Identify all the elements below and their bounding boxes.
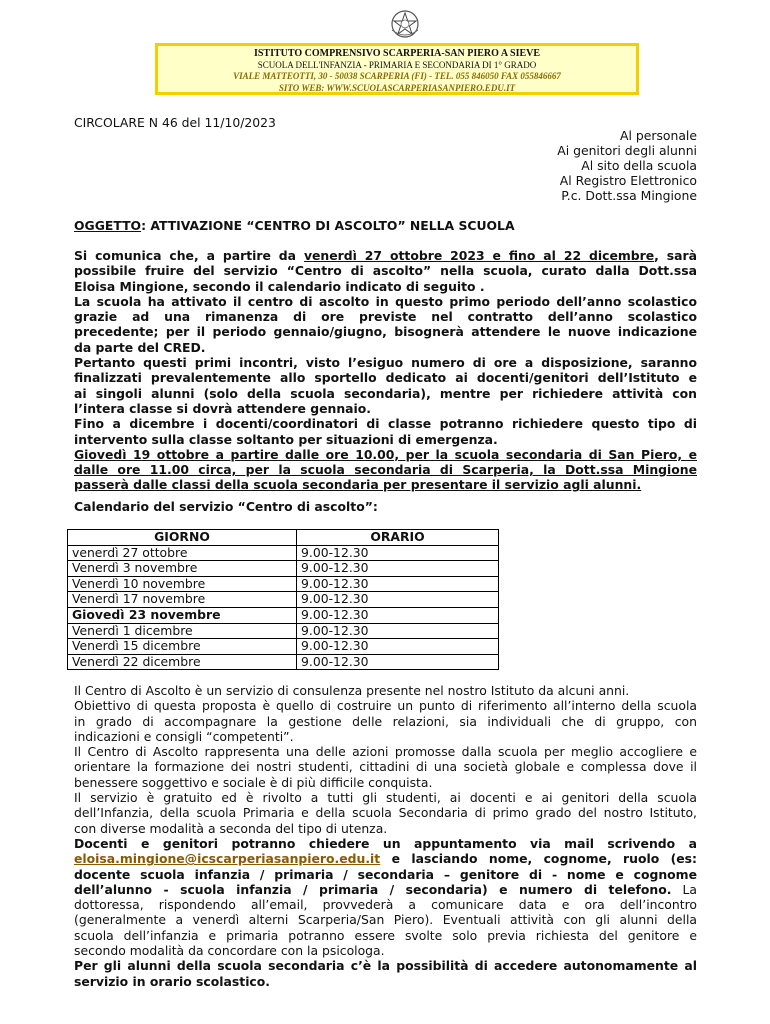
intro-text: Fino a dicembre i docenti/coordinatori di classe potranno richiedere questo tipo di: [74, 416, 697, 432]
table-row: [68, 654, 499, 670]
body-text: secondo modalità da concordare con la psicologa.: [74, 943, 385, 959]
email-link[interactable]: eloisa.mingione@icscarperiasanpiero.edu.it: [74, 851, 381, 867]
contact-instructions: dell’alunno - scuola infanzia / primaria / secondaria) e numero di telefono.: [74, 881, 672, 897]
day-cell: Venerdì 10 novembre: [68, 576, 297, 592]
school-address: VIALE MATTEOTTI, 30 - 50038 SCARPERIA (FI) - TEL. 055 846050 FAX 055846667: [233, 71, 561, 81]
calendar-title: Calendario del servizio “Centro di ascolto”:: [74, 499, 378, 514]
intro-text: precedente; per il periodo gennaio/giugno, bisognerà attendere le nuove indicazione: [74, 324, 697, 340]
recipient: Al Registro Elettronico: [559, 173, 697, 188]
time-cell: 9.00-12.30: [297, 639, 499, 655]
body-text: con diverse modalità a seconda del tipo di utenza.: [74, 820, 388, 836]
intro-text: grazie ad una rimanenza di ore previste nel contratto dell’anno scolastico: [74, 309, 697, 325]
intro-text: Eloisa Mingione, secondo il calendario indicato di seguito .: [74, 278, 485, 294]
table-row: [68, 576, 499, 592]
contact-instructions: e lasciando nome, cognome, ruolo (es:: [380, 851, 697, 867]
intro-paragraph: [74, 248, 697, 493]
body-text: Il Centro di Ascolto è un servizio di consulenza presente nel nostro Istituto da alcuni anni.: [74, 683, 630, 698]
republic-emblem-icon: [388, 6, 422, 40]
day-cell: Venerdì 3 novembre: [68, 561, 297, 577]
time-cell: 9.00-12.30: [297, 576, 499, 592]
intro-text: ai singoli alunni (solo della scuola secondaria), mentre per richiedere attività con: [74, 385, 697, 401]
time-cell: 9.00-12.30: [297, 561, 499, 577]
subject-line: [74, 218, 515, 233]
column-header-time: ORARIO: [297, 530, 499, 546]
column-header-day: GIORNO: [68, 530, 297, 546]
secondary-access-note: Per gli alunni della scuola secondaria c’è la possibilità di accedere autonomamente al: [74, 958, 697, 974]
recipient: Ai genitori degli alunni: [557, 143, 697, 158]
body-text: dottoressa, rispondendo all’email, provvederà a comunicare data e ora dell’incontro: [74, 897, 697, 913]
day-cell: venerdì 27 ottobre: [68, 545, 297, 561]
circolare-number: CIRCOLARE N 46 del 11/10/2023: [74, 115, 276, 130]
recipient: P.c. Dott.ssa Mingione: [561, 188, 697, 203]
table-header-row: [68, 530, 499, 546]
table-row: [68, 592, 499, 608]
body-text: in grado di accompagnare la gestione delle relazioni, sia individuali che di gruppo, con: [74, 713, 697, 729]
subject-label: OGGETTO: [74, 218, 142, 233]
school-header: [155, 43, 639, 95]
contact-instructions: Docenti e genitori potranno chiedere un appuntamento via mail scrivendo a: [74, 835, 697, 851]
time-cell: 9.00-12.30: [297, 623, 499, 639]
recipient: Al personale: [620, 128, 697, 143]
contact-instructions: docente scuola infanzia / primaria / secondaria – genitore di - nome e cognome: [74, 866, 697, 882]
day-cell: Venerdì 1 dicembre: [68, 623, 297, 639]
table-row: [68, 623, 499, 639]
body-text: Obiettivo di questa proposta è quello di costruire un punto di riferimento all’interno della scuola: [74, 698, 697, 714]
presentation-note: Giovedì 19 ottobre a partire dalle ore 10.00, per la scuola secondaria di San Piero, e: [74, 446, 697, 462]
intro-text: possibile fruire del servizio “Centro di ascolto” nella scuola, curato dalla Dott.ssa: [74, 263, 697, 279]
recipient: Al sito della scuola: [581, 158, 697, 173]
intro-text: da parte del CRED.: [74, 339, 206, 355]
time-cell: 9.00-12.30: [297, 607, 499, 623]
intro-text: , sarà: [654, 248, 698, 263]
body-text: Il Centro di Ascolto rappresenta una delle azioni promosse dalla scuola per meglio accogliere e: [74, 744, 697, 760]
table-row: [68, 545, 499, 561]
subject-text: : ATTIVAZIONE “CENTRO DI ASCOLTO” NELLA SCUOLA: [141, 218, 515, 233]
service-dates: venerdì 27 ottobre 2023 e fino al 22 dicembre: [303, 248, 655, 263]
table-row: [68, 607, 499, 623]
presentation-note: dalle ore 11.00 circa, per la scuola secondaria di Scarperia, la Dott.ssa Mingione: [74, 462, 697, 478]
intro-text: Si comunica che, a partire da: [74, 248, 304, 263]
time-cell: 9.00-12.30: [297, 592, 499, 608]
intro-text: intervento sulla classe soltanto per situazioni di emergenza.: [74, 431, 498, 447]
intro-text: La scuola ha attivato il centro di ascolto in questo primo periodo dell’anno scolastico: [74, 293, 697, 309]
school-name: ISTITUTO COMPRENSIVO SCARPERIA-SAN PIERO A SIEVE: [253, 48, 541, 59]
body-text: indicazioni e consigli “competenti”.: [74, 728, 294, 744]
body-text: benessere soggettivo e sociale è di più difficile conquista.: [74, 774, 433, 790]
intro-text: finalizzati prevalentemente allo sportello dedicato ai docenti/genitori dell’Istituto e: [74, 370, 697, 386]
body-text: scuola dell’infanzia e primaria potranno essere svolte solo previa richiesta del genitore e: [74, 927, 697, 943]
day-cell: Venerdì 15 dicembre: [68, 639, 297, 655]
school-levels: SCUOLA DELL'INFANZIA - PRIMARIA E SECONDARIA DI 1° GRADO: [257, 59, 537, 70]
day-cell: Giovedì 23 novembre: [68, 607, 297, 623]
day-cell: Venerdì 17 novembre: [68, 592, 297, 608]
day-cell: Venerdì 22 dicembre: [68, 654, 297, 670]
intro-text: Pertanto questi primi incontri, visto l’esiguo numero di ore a disposizione, saranno: [74, 355, 697, 371]
body-text: La: [671, 881, 698, 897]
secondary-access-note: servizio in orario scolastico.: [74, 973, 270, 989]
body-text: dell’Infanzia, della scuola Primaria e della scuola Secondaria di primo grado del nostro Istituto,: [74, 805, 697, 821]
intro-text: l’intera classe si dovrà attendere gennaio.: [74, 400, 372, 416]
presentation-note: passerà dalle classi della scuola secondaria per presentare il servizio agli alunni.: [74, 477, 642, 493]
table-row: [68, 639, 499, 655]
calendar-table: [67, 529, 499, 670]
time-cell: 9.00-12.30: [297, 654, 499, 670]
recipients-list: [557, 128, 697, 203]
body-text: (generalmente a venerdì alterni Scarperia/San Piero). Eventuali attività con gli alunni della: [74, 912, 697, 928]
school-website: SITO WEB: WWW.SCUOLASCARPERIASANPIERO.EDU.IT: [278, 82, 516, 93]
body-text: Il servizio è gratuito ed è rivolto a tutti gli studenti, ai docenti e ai genitori della scuola: [74, 790, 697, 806]
body-text: orientare la formazione dei nostri studenti, cittadini di una società globale e complessa dove il: [74, 759, 697, 775]
table-row: [68, 561, 499, 577]
time-cell: 9.00-12.30: [297, 545, 499, 561]
closing-section: [74, 683, 697, 989]
